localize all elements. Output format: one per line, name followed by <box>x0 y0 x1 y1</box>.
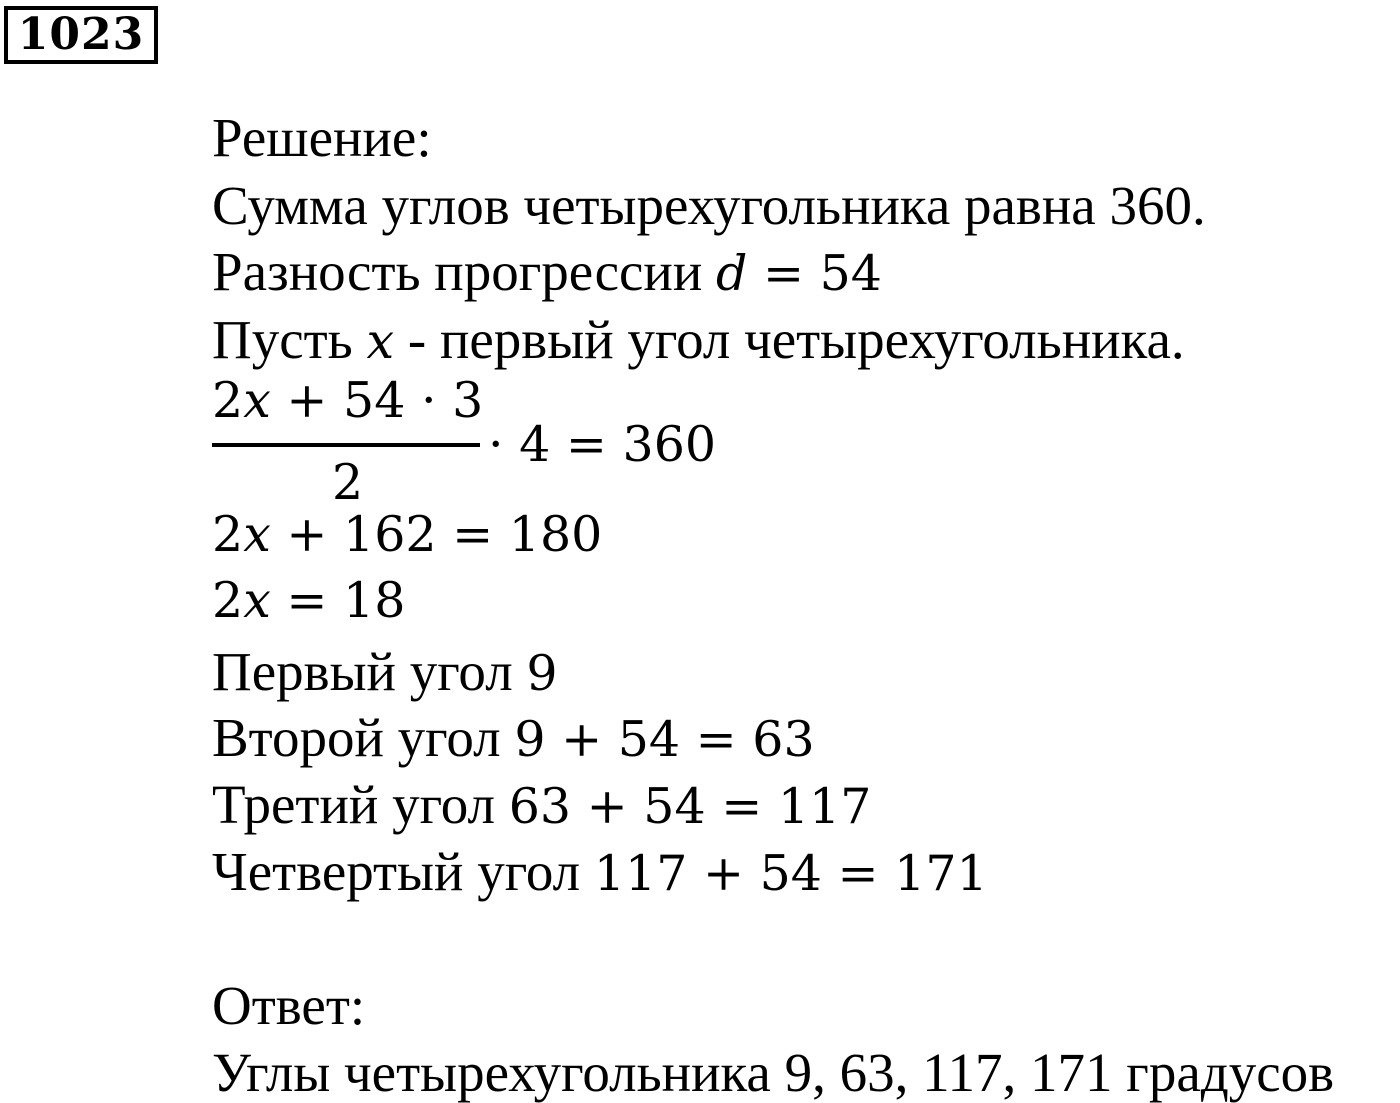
third-angle-label: Третий угол <box>212 774 509 835</box>
answer-text: Углы четырехугольника 9, 63, 117, 171 градусов <box>212 1042 1335 1103</box>
eq2-variable: x <box>243 572 271 629</box>
sum-fraction <box>212 372 484 511</box>
numerator-variable: x <box>243 372 271 429</box>
fourth-angle-label: Четвертый угол <box>212 841 594 902</box>
first-angle-line <box>212 641 558 702</box>
answer-label: Ответ: <box>212 975 366 1036</box>
eq2-coefficient: 2 <box>212 572 244 629</box>
fourth-angle-calculation: 117 + 54 = 171 <box>593 845 988 902</box>
second-angle-label: Второй угол <box>212 707 515 768</box>
eq1-coefficient: 2 <box>212 506 244 563</box>
eq1-variable: x <box>243 506 271 563</box>
let-x-line <box>212 309 1185 370</box>
eq1-rest: + 162 = 180 <box>270 506 603 563</box>
fraction-numerator <box>212 372 484 429</box>
problem-number-box <box>4 6 158 64</box>
first-angle-value: 9 <box>526 645 558 702</box>
difference-value: = 54 <box>747 245 882 302</box>
let-label: Пусть <box>212 309 367 370</box>
first-angle-label: Первый угол <box>212 641 527 702</box>
numerator-coefficient: 2 <box>212 372 244 429</box>
let-variable: x <box>366 313 395 370</box>
progression-difference-line <box>212 241 882 302</box>
third-angle-line <box>212 774 872 835</box>
fraction-bar <box>212 443 480 447</box>
angle-sum-line: Сумма углов четырехугольника равна 360. <box>212 175 1206 236</box>
fraction-denominator: 2 <box>332 454 364 511</box>
difference-variable: d <box>716 245 748 302</box>
third-angle-calculation: 63 + 54 = 117 <box>508 778 872 835</box>
equation-line-2 <box>212 572 406 629</box>
difference-label: Разность прогрессии <box>212 241 717 302</box>
numerator-rest: + 54 · 3 <box>270 372 484 429</box>
solution-heading: Решение: <box>212 107 432 168</box>
problem-number: 1023 <box>17 9 145 60</box>
second-angle-line <box>212 707 815 768</box>
second-angle-calculation: 9 + 54 = 63 <box>514 711 815 768</box>
let-description: - первый угол четырехугольника. <box>394 309 1185 370</box>
equation-line-1 <box>212 506 603 563</box>
eq2-rest: = 18 <box>270 572 406 629</box>
fourth-angle-line <box>212 841 988 902</box>
fraction-equation-tail: · 4 = 360 <box>488 416 717 473</box>
